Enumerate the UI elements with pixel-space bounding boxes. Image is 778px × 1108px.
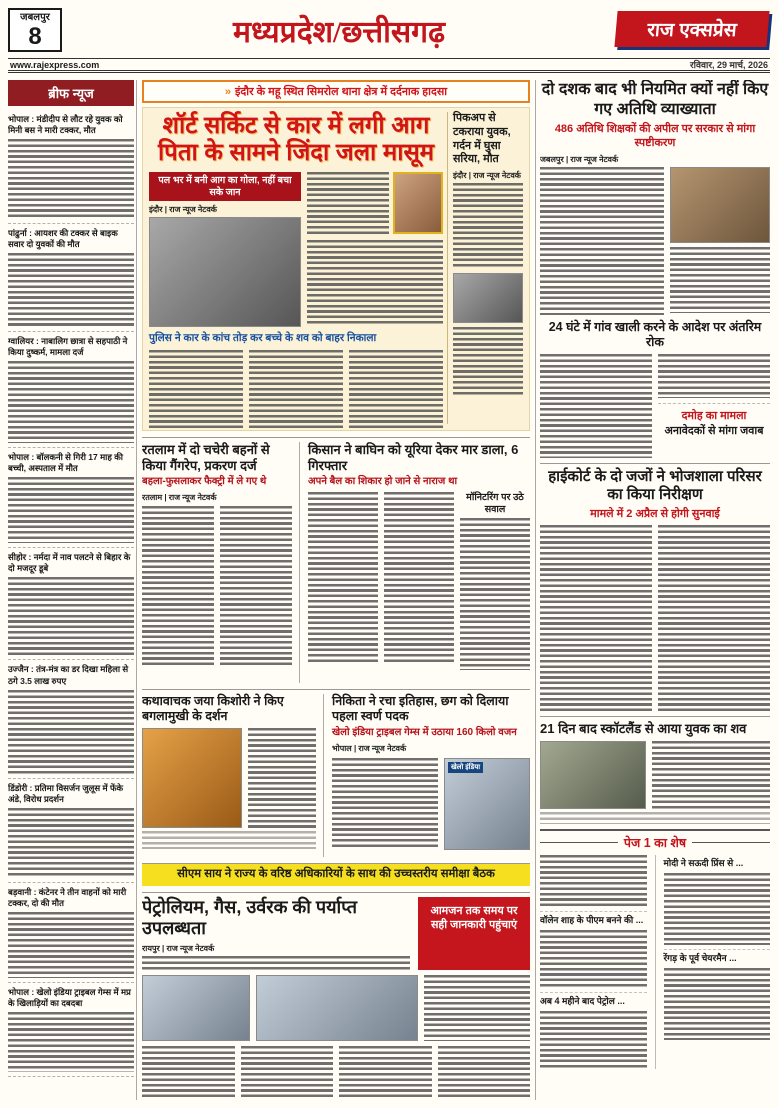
rule-line — [692, 842, 770, 843]
page1-item-lead: अब 4 महीने बाद पेट्रोल ... — [540, 992, 647, 1008]
section-title: मध्यप्रदेश/छत्तीसगढ़ — [233, 16, 445, 49]
body-text — [8, 577, 134, 655]
page1-item-lead: रेंगड़ के पूर्व चेयरमैन ... — [664, 949, 771, 965]
brief-news-item — [8, 110, 134, 224]
body-text — [453, 183, 523, 269]
weightlifter-photo — [444, 758, 530, 850]
body-text — [248, 728, 316, 828]
body-text — [438, 1046, 531, 1100]
body-text — [664, 873, 771, 945]
guest-byline: जबलपुर | राज न्यूज नेटवर्क — [540, 154, 619, 164]
lead-story — [142, 107, 530, 431]
lead-headline-line1: शॉर्ट सर्किट से कार में लगी आग — [162, 112, 430, 139]
review-meeting-photo-2 — [256, 975, 418, 1041]
petroleum-pullquote: आमजन तक समय पर सही जानकारी पहुंचाएं — [418, 897, 530, 970]
brief-news-header: ब्रीफ न्यूज — [8, 80, 134, 106]
guest-subhead: 486 अतिथि शिक्षकों की अपील पर सरकार से मांगा स्पष्टीकरण — [554, 123, 756, 149]
page1-column-1 — [540, 855, 647, 1068]
bhojshala-story — [540, 463, 770, 711]
tigress-subbox-column — [460, 492, 530, 671]
body-text — [424, 975, 530, 1041]
body-text — [142, 956, 410, 970]
page1-item-lead: वॉलेन शाह के पीएम बनने की ... — [540, 911, 647, 927]
child-victim-photo — [393, 172, 443, 234]
brief-news-item — [8, 332, 134, 448]
damoh-note-line2: अनावेदकों से मांगा जवाब — [664, 424, 764, 437]
nikita-story — [332, 694, 530, 857]
gangrape-headline: रतलाम में दो चचेरी बहनों से किया गैंगरेप, प्रकरण दर्ज — [142, 442, 270, 473]
page1-header — [540, 834, 770, 851]
body-text — [540, 525, 652, 711]
tigress-subhead: अपने बैल का शिकार हो जाने से नाराज था — [308, 476, 458, 488]
body-text — [540, 930, 647, 988]
review-meeting-photo-1 — [142, 975, 250, 1041]
lead-kicker — [142, 80, 530, 103]
scotland-story — [540, 716, 770, 824]
damoh-note — [658, 403, 770, 438]
tigress-headline: किसान ने बाघिन को यूरिया देकर मार डाला, 6 गिरफ्तार — [308, 442, 519, 473]
body-text — [8, 690, 134, 774]
petroleum-headline: पेट्रोलियम, गैस, उर्वरक की पर्याप्त उपलब्धता — [142, 896, 358, 939]
jaya-kishori-headline: कथावाचक जया किशोरी ने किए बगलामुखी के दर्शन — [142, 694, 284, 723]
interim-stay-substory — [540, 320, 770, 458]
petroleum-headline-block — [142, 897, 410, 970]
burnt-car-photo — [149, 217, 301, 327]
kicker-arrow-icon: » — [224, 86, 231, 98]
brief-headline: पांढुर्ना : आयशर की टक्कर से बाइक सवार दो युवकों की मौत — [8, 228, 118, 250]
gangrape-story — [142, 442, 300, 683]
temple-darshan-photo — [142, 728, 242, 828]
lead-highlight-line: पुलिस ने कार के कांच तोड़ कर बच्चे के शव को बाहर निकाला — [149, 332, 377, 345]
body-text — [349, 350, 443, 428]
lead-subhead: पल भर में बनी आग का गोला, नहीं बचा सके जान — [149, 172, 301, 202]
raj-express-logo: राज एक्सप्रेस — [614, 11, 769, 47]
pickup-accident-story — [447, 112, 523, 424]
body-text — [384, 492, 454, 664]
interim-headline: 24 घंटे में गांव खाली करने के आदेश पर अंतरिम रोक — [548, 319, 762, 350]
right-column — [540, 80, 770, 1100]
brief-news-item — [8, 448, 134, 548]
body-text — [8, 912, 134, 978]
kicker-text: इंदौर के महू स्थित सिमरोल थाना क्षेत्र में दर्दनाक हादसा — [235, 86, 448, 98]
brief-news-item — [8, 660, 134, 778]
brief-news-item — [8, 883, 134, 983]
column-divider — [136, 80, 137, 1100]
brief-headline: भोपाल : खेलो इंडिया ट्राइबल गेम्स में मप्र के खिलाड़ियों का दबदबा — [8, 986, 131, 1008]
brief-headline: भोपाल : बॉलकनी से गिरी 17 माह की बच्ची, अस्पताल में मौत — [8, 452, 123, 474]
body-text — [308, 492, 378, 664]
brief-headline: ग्वालियर : नाबालिग छात्रा से सहपाठी ने किया दुष्कर्म, मामला दर्ज — [8, 336, 128, 358]
tigress-story — [308, 442, 530, 683]
body-text — [249, 350, 343, 428]
pickup-headline: पिकअप से टकराया युवक, गर्दन में घुसा सरिया, मौत — [453, 112, 511, 166]
nikita-subhead: खेलो इंडिया ट्राइबल गेम्स में उठाया 160 किलो वजन — [332, 727, 517, 738]
body-text — [8, 253, 134, 327]
lead-byline: इंदौर | राज न्यूज नेटवर्क — [149, 205, 217, 215]
center-column — [142, 80, 530, 1100]
body-text — [8, 1012, 134, 1072]
page1-item-lead: मोदी ने सऊदी प्रिंस से ... — [663, 858, 744, 869]
body-text — [339, 1046, 432, 1100]
body-text — [142, 506, 214, 666]
page1-title: पेज 1 का शेष — [623, 836, 687, 851]
body-text — [460, 518, 530, 670]
body-text — [332, 758, 438, 850]
page1-column-2 — [655, 855, 771, 1068]
interim-note-column — [658, 354, 770, 458]
high-court-building-photo — [670, 167, 770, 243]
pickup-accident-photo — [453, 273, 523, 323]
khelo-india-badge: खेलो इंडिया — [448, 762, 483, 773]
body-text — [241, 1046, 334, 1100]
gangrape-byline: रतलाम | राज न्यूज नेटवर्क — [142, 492, 217, 502]
brief-headline: सीहोर : नर्मदा में नाव पलटने से बिहार के दो मजदूर डूबे — [8, 552, 131, 574]
lower-story-row — [142, 689, 530, 857]
body-text — [8, 139, 134, 219]
mourners-photo — [540, 741, 646, 809]
body-text — [8, 477, 134, 543]
photo-caption — [142, 831, 316, 849]
jaya-kishori-story — [142, 694, 324, 857]
lead-headline-line2: पिता के सामने जिंदा जला मासूम — [157, 139, 435, 167]
body-text — [540, 167, 664, 315]
body-text — [652, 741, 770, 809]
brief-headline: उज्जैन : तंत्र-मंत्र का डर दिखा महिला से ठगे 3.5 लाख रुपए — [8, 664, 129, 686]
cm-review-headline: सीएम साय ने राज्य के वरिष्ठ अधिकारियों के साथ की उच्चस्तरीय समीक्षा बैठक — [142, 863, 530, 886]
body-text — [307, 240, 443, 324]
rule-line — [540, 842, 618, 843]
body-text — [540, 1011, 647, 1069]
body-text — [8, 808, 134, 878]
guest-headline: दो दशक बाद भी नियमित क्यों नहीं किए गए अतिथि व्याख्याता — [541, 81, 769, 118]
petroleum-story — [142, 892, 530, 1100]
petroleum-byline: रायपुर | राज न्यूज नेटवर्क — [142, 943, 215, 953]
pickup-byline: इंदौर | राज न्यूज नेटवर्क — [453, 171, 521, 180]
lead-left-subcolumn — [149, 172, 301, 328]
bhojshala-subhead: मामले में 2 अप्रैल से होगी सुनवाई — [590, 508, 720, 521]
body-text — [540, 855, 647, 907]
body-text — [658, 525, 770, 711]
page-number: 8 — [28, 23, 42, 50]
brief-news-item — [8, 224, 134, 332]
page1-continuation-section — [540, 829, 770, 1068]
body-text — [540, 354, 652, 458]
column-divider — [535, 80, 536, 1100]
tigress-subbox-headline: मॉनिटरिंग पर उठे सवाल — [466, 491, 524, 515]
body-text — [220, 506, 292, 666]
body-text — [453, 327, 523, 397]
body-text — [307, 172, 389, 236]
brief-headline: बड़वानी : कंटेनर ने तीन वाहनों को मारी टक्कर, दो की मौत — [8, 886, 127, 908]
body-text — [149, 350, 243, 428]
lead-story-main — [149, 112, 443, 428]
brief-headline: भोपाल : मंडीदीप से लौट रहे युवक को मिनी बस ने मारी टक्कर, मौत — [8, 114, 123, 136]
brief-news-item — [8, 548, 134, 660]
brief-news-item — [8, 779, 134, 883]
bhojshala-headline: हाईकोर्ट के दो जजों ने भोजशाला परिसर का किया निरीक्षण — [548, 467, 762, 504]
guest-lecturers-story — [540, 80, 770, 458]
website-url: www.rajexpress.com — [10, 59, 100, 70]
scotland-headline: 21 दिन बाद स्कॉटलैंड से आया युवक का शव — [540, 721, 747, 737]
info-bar — [8, 58, 770, 73]
date-line: रविवार, 29 मार्च, 2026 — [690, 60, 768, 70]
body-text — [664, 968, 771, 1040]
edition-page-box — [8, 8, 62, 52]
nikita-byline: भोपाल | राज न्यूज नेटवर्क — [332, 743, 407, 753]
brief-news-item — [8, 983, 134, 1077]
nikita-headline: निकिता ने रचा इतिहास, छग को दिलाया पहला स्वर्ण पदक — [332, 694, 509, 723]
masthead — [8, 6, 770, 54]
brief-headline: डिंडोरी : प्रतिमा विसर्जन जुलूस में फेंके अंडे, विरोध प्रदर्शन — [8, 782, 124, 804]
body-text — [8, 361, 134, 443]
photo-caption — [540, 812, 770, 824]
middle-story-row — [142, 437, 530, 683]
damoh-note-line1: दमोह का मामला — [681, 409, 747, 422]
brief-news-column — [8, 80, 134, 1100]
gangrape-subhead: बहला-फुसलाकर फैक्ट्री में ले गए थे — [142, 476, 267, 488]
guest-photo-column — [670, 167, 770, 315]
body-text — [670, 247, 770, 313]
body-text — [142, 1046, 235, 1100]
body-text — [658, 354, 770, 398]
edition-city: जबलपुर — [20, 12, 50, 23]
lead-right-subcolumn — [307, 172, 443, 328]
